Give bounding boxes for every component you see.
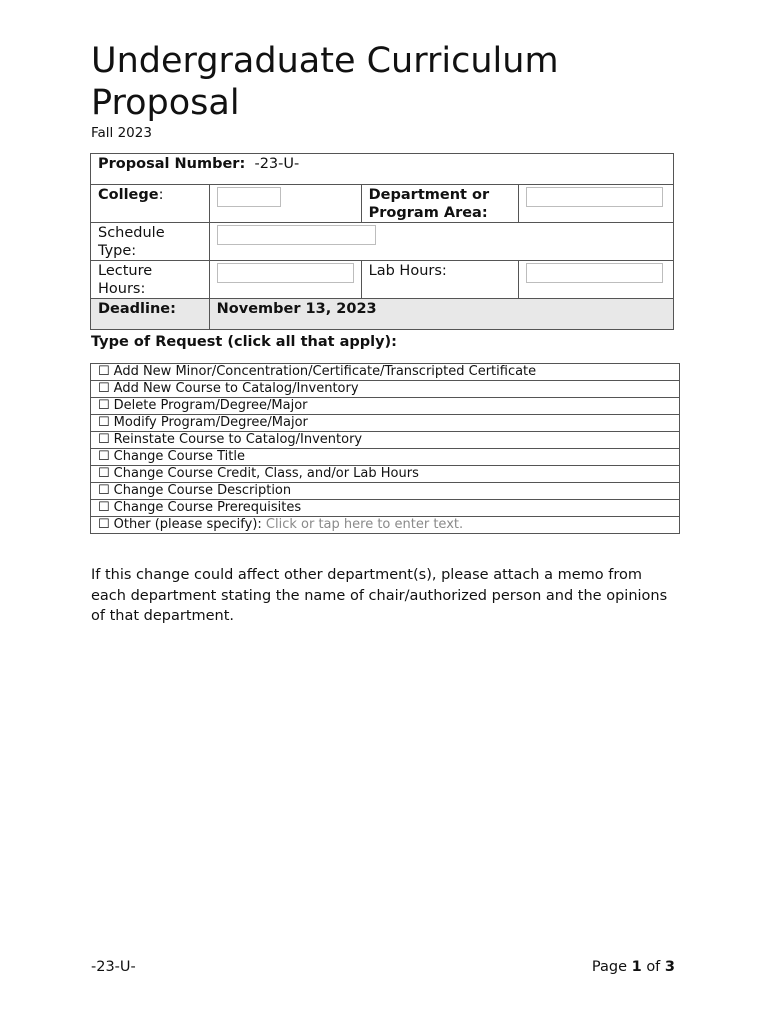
proposal-number-cell — [91, 154, 674, 185]
memo-note: If this change could affect other department(s), please attach a memo from each department stating the name of chair/authorized person and the opinions of that department. — [91, 567, 668, 624]
request-option-row[interactable] — [91, 398, 680, 415]
lecture-hours-field[interactable] — [217, 263, 354, 283]
page-current: 1 — [631, 959, 642, 975]
lab-hours-value-cell — [519, 261, 674, 299]
college-label-colon: : — [158, 187, 164, 203]
document-title: Undergraduate Curriculum Proposal — [91, 41, 559, 123]
document-subtitle: Fall 2023 — [91, 125, 152, 141]
schedule-type-field[interactable] — [217, 225, 376, 245]
lab-hours-field[interactable] — [526, 263, 663, 283]
request-option-label: Change Course Title — [113, 449, 245, 464]
request-type-heading: Type of Request (click all that apply): — [91, 334, 397, 350]
request-option-row[interactable] — [91, 364, 680, 381]
page-total: 3 — [664, 959, 675, 975]
department-label: Department or Program Area: — [368, 187, 490, 221]
proposal-number-label: Proposal Number: — [98, 156, 246, 172]
request-option-label: Change Course Credit, Class, and/or Lab Hours — [113, 466, 419, 481]
college-value-cell — [209, 185, 361, 223]
checkbox-icon[interactable]: ☐ — [98, 483, 110, 498]
request-option-row[interactable] — [91, 449, 680, 466]
page-prefix: Page — [591, 959, 627, 975]
lecture-hours-value-cell — [209, 261, 361, 299]
checkbox-icon[interactable]: ☐ — [98, 449, 110, 464]
lab-hours-label: Lab Hours: — [368, 263, 447, 279]
department-label-cell — [361, 185, 518, 223]
checkbox-icon[interactable]: ☐ — [98, 381, 110, 396]
college-label: College — [98, 187, 159, 203]
college-label-cell — [91, 185, 210, 223]
schedule-type-label: Schedule Type: — [98, 225, 165, 259]
page-indicator — [592, 959, 675, 975]
footer-proposal-number: -23-U- — [91, 959, 136, 975]
request-option-row[interactable] — [91, 500, 680, 517]
deadline-value: November 13, 2023 — [216, 301, 377, 317]
checkbox-icon[interactable]: ☐ — [98, 500, 110, 515]
checkbox-icon[interactable]: ☐ — [98, 466, 110, 481]
request-type-table — [90, 363, 680, 534]
checkbox-icon[interactable]: ☐ — [98, 398, 110, 413]
deadline-value-cell — [209, 299, 673, 330]
other-specify-field[interactable]: Click or tap here to enter text. — [265, 517, 464, 532]
request-option-label: Other (please specify): — [113, 517, 262, 532]
request-option-label: Change Course Description — [113, 483, 292, 498]
request-option-row[interactable] — [91, 466, 680, 483]
deadline-label-cell — [91, 299, 210, 330]
request-option-label: Delete Program/Degree/Major — [113, 398, 308, 413]
college-field[interactable] — [217, 187, 281, 207]
request-option-row[interactable] — [91, 432, 680, 449]
schedule-type-label-cell — [91, 223, 210, 261]
department-value-cell — [519, 185, 674, 223]
deadline-label: Deadline: — [98, 301, 176, 317]
request-option-row[interactable] — [91, 381, 680, 398]
request-option-row[interactable] — [91, 415, 680, 432]
lecture-hours-label-cell — [91, 261, 210, 299]
request-option-label: Change Course Prerequisites — [113, 500, 302, 515]
lecture-hours-label: Lecture Hours: — [98, 263, 153, 297]
checkbox-icon[interactable]: ☐ — [98, 517, 110, 532]
department-field[interactable] — [526, 187, 663, 207]
proposal-info-table — [90, 153, 674, 330]
request-option-row-other[interactable] — [91, 517, 680, 534]
request-option-label: Add New Course to Catalog/Inventory — [113, 381, 359, 396]
request-option-row[interactable] — [91, 483, 680, 500]
proposal-number-value: -23-U- — [254, 156, 300, 172]
request-option-label: Reinstate Course to Catalog/Inventory — [113, 432, 363, 447]
schedule-type-value-cell — [209, 223, 673, 261]
request-option-label: Add New Minor/Concentration/Certificate/Transcripted Certificate — [113, 364, 537, 379]
checkbox-icon[interactable]: ☐ — [98, 364, 110, 379]
checkbox-icon[interactable]: ☐ — [98, 415, 110, 430]
checkbox-icon[interactable]: ☐ — [98, 432, 110, 447]
page-of: of — [646, 959, 661, 975]
lab-hours-label-cell — [361, 261, 518, 299]
request-option-label: Modify Program/Degree/Major — [113, 415, 308, 430]
